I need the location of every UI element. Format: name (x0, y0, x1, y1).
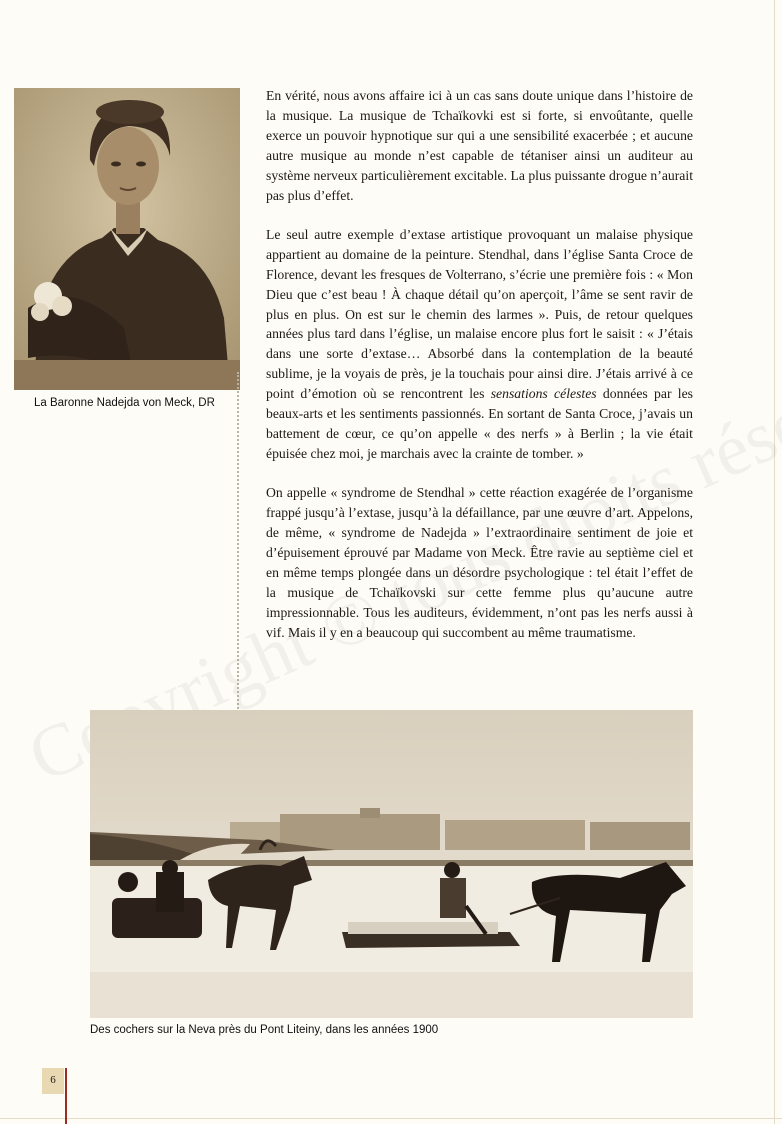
paragraph-3-text: On appelle « syndrome de Stendhal » cette réaction exagérée de l’organisme frappé jusqu’à l’extase, jusqu’à la défaillance, par une œuvre d’art. Appelons, de même, « syndrome de Nadejda » l’extraordinaire sentiment de joie et d’épuisement éprouvé par Madame von Meck. Être ravie au septième ciel et en même temps plongée dans un désordre psychologique : tel était l’effet de la musique de Tchaïkovski sur cette femme plus qu’aucune autre impressionnable. Tous les auditeurs, évidemment, n’ont pas les nerfs aussi à vif. Mais il y en a beaucoup qui succombent au même traumatisme. (266, 485, 693, 640)
article-body (266, 86, 693, 662)
paragraph-3 (266, 483, 693, 642)
paragraph-2-text-after: données par les beaux-arts et les sentiments passionnés. En sortant de Santa Croce, j’avais un battement de cœur, ce qu’on appelle « des nerfs » à Berlin ; la vie était épuisée chez moi, je marchais avec la crainte de tomber. » (266, 386, 693, 461)
portrait-illustration (14, 88, 240, 390)
paragraph-2-emphasis: sensations célestes (490, 386, 597, 402)
right-edge-line (774, 0, 775, 1124)
paragraph-1-text: En vérité, nous avons affaire ici à un cas sans doute unique dans l’histoire de la musique. La musique de Tchaïkovki est si forte, si envoûtante, quelle exerce un pouvoir hypnotique sur qui a une sensibilité exacerbée ; et aucune autre musique au monde n’est capable de tétaniser ainsi un auditeur au système nerveux particulièrement excitable. La plus puissante drogue n’aurait pas plus d’effet. (266, 88, 693, 203)
paragraph-2-text-before: Le seul autre exemple d’extase artistique provoquant un malaise physique appartient au domaine de la peinture. Stendhal, dans l’église Santa Croce de Florence, devant les fresques de Volterrano, s’écrie une première fois : « Mon Dieu que c’est beau ! À chaque détail qu’on aperçoit, l’âme se sent ravir de plus en plus. On est sur le chemin des larmes ». Puis, de retour quelques années plus tard dans l’église, un malaise encore plus fort le saisit : « J’étais dans une sorte d’extase… Absorbé dans la contemplation de la beauté sublime, je la voyais de près, je la touchais pour ainsi dire. J’étais arrivé à ce point d’émotion où se rencontrent les (266, 226, 693, 402)
paragraph-1 (266, 86, 693, 205)
portrait-caption: La Baronne Nadejda von Meck, DR (34, 397, 215, 409)
paragraph-2 (266, 225, 693, 464)
bottom-edge-line (0, 1118, 782, 1119)
dotted-divider (237, 372, 239, 712)
page-number-rule (65, 1068, 67, 1124)
page-number: 6 (42, 1068, 64, 1094)
portrait-photo (14, 88, 240, 390)
neva-illustration (90, 710, 693, 1018)
neva-photo (90, 710, 693, 1018)
photo-caption: Des cochers sur la Neva près du Pont Liteiny, dans les années 1900 (90, 1024, 439, 1036)
